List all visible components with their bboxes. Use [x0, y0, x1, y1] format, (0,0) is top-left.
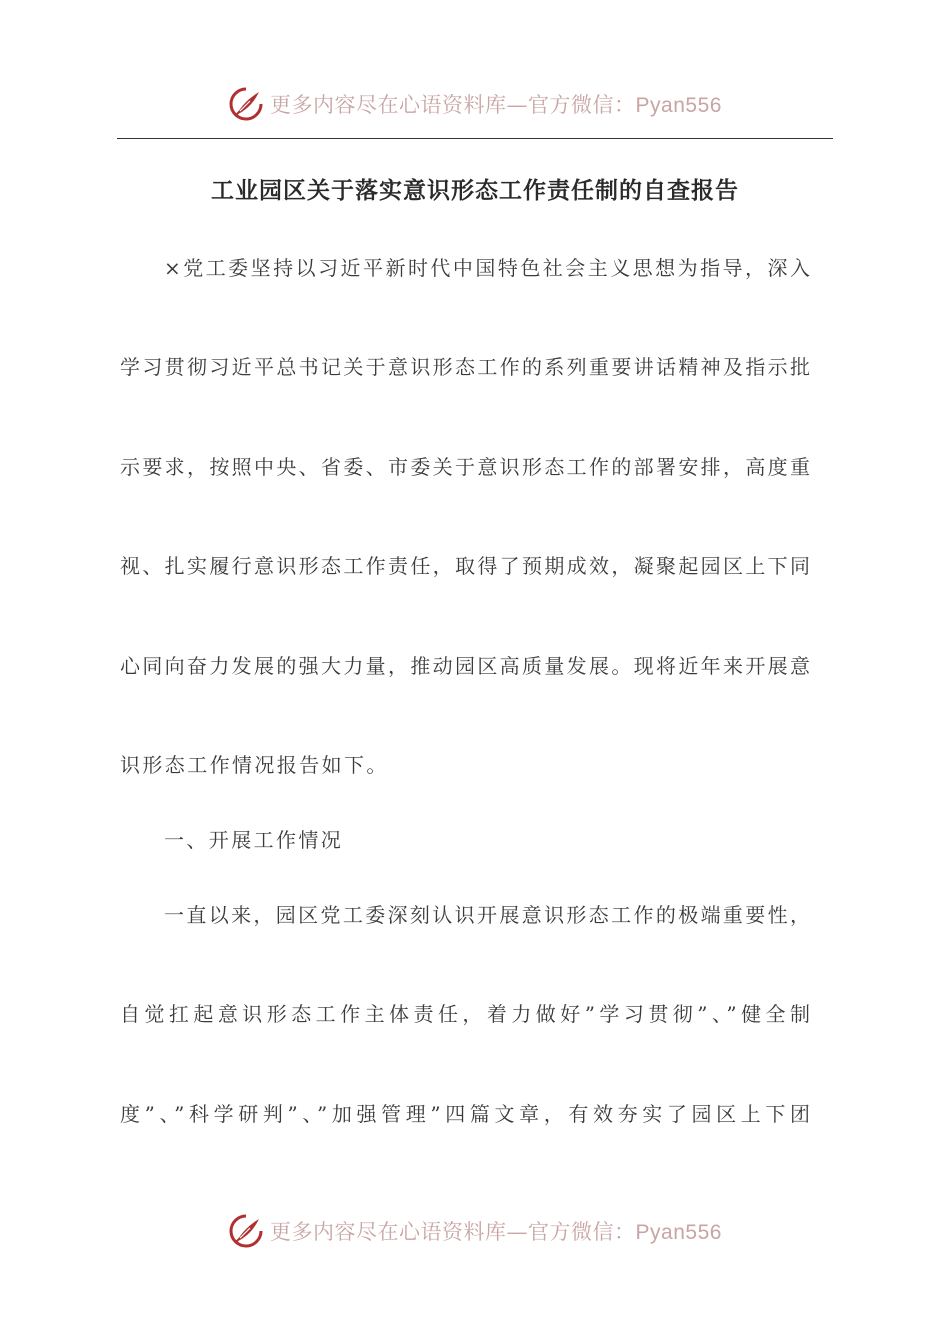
header-banner: [0, 84, 950, 124]
footer-banner-wechat: Pyan556: [635, 1221, 722, 1244]
section-heading: 一、开展工作情况: [164, 828, 344, 852]
footer-banner-text: [270, 1216, 722, 1246]
header-banner-wechat: Pyan556: [635, 94, 722, 117]
body-line-2: 学习贯彻习近平总书记关于意识形态工作的系列重要讲话精神及指示批: [120, 355, 810, 379]
footer-banner-prefix: 更多内容尽在心语资料库—官方微信：: [270, 1220, 636, 1244]
quill-pen-circle-icon: [228, 1213, 264, 1249]
body-line-5: 心同向奋力发展的强大力量，推动园区高质量发展。现将近年来开展意: [120, 654, 810, 678]
body-line-4: 视、扎实履行意识形态工作责任，取得了预期成效，凝聚起园区上下同: [120, 554, 810, 578]
body-line-8: 自觉扛起意识形态工作主体责任，着力做好”学习贯彻”、”健全制: [120, 1002, 810, 1026]
body-line-1: ×党工委坚持以习近平新时代中国特色社会主义思想为指导，深入: [164, 256, 810, 280]
header-banner-text: [270, 89, 722, 119]
body-line-6: 识形态工作情况报告如下。: [120, 753, 389, 777]
document-title: 工业园区关于落实意识形态工作责任制的自查报告: [211, 177, 739, 204]
header-banner-prefix: 更多内容尽在心语资料库—官方微信：: [270, 93, 636, 117]
footer-banner: [0, 1211, 950, 1251]
body-line-3: 示要求，按照中央、省委、市委关于意识形态工作的部署安排，高度重: [120, 455, 810, 479]
quill-pen-circle-icon: [228, 86, 264, 122]
header-rule: [117, 138, 833, 139]
body-line-7: 一直以来，园区党工委深刻认识开展意识形态工作的极端重要性，: [164, 903, 810, 927]
body-line-9: 度”、”科学研判”、”加强管理”四篇文章，有效夯实了园区上下团: [120, 1102, 810, 1126]
